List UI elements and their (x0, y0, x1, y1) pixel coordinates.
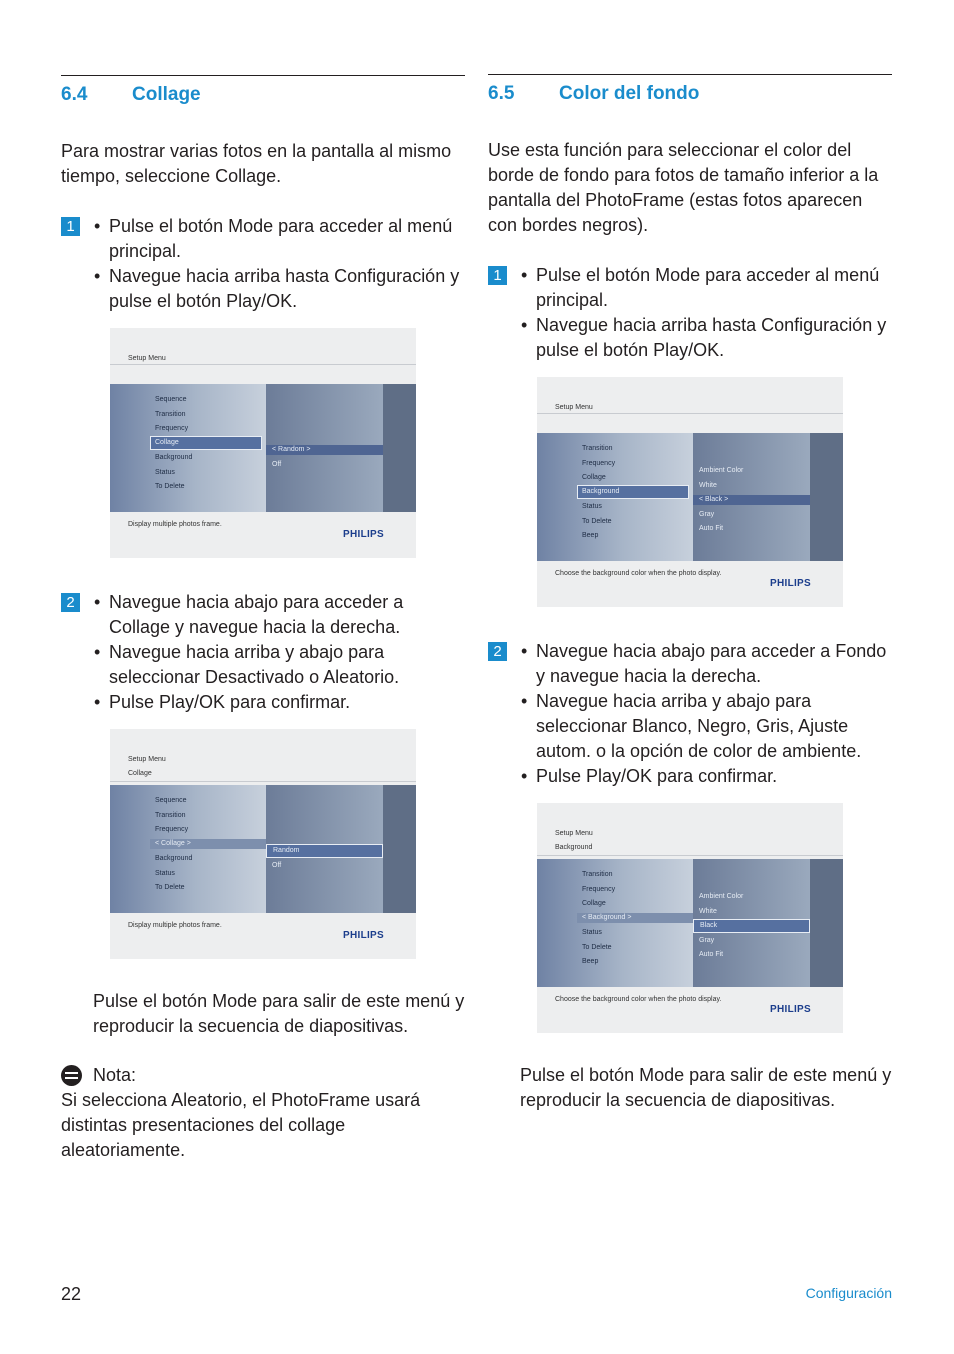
page-number: 22 (61, 1284, 82, 1304)
philips-logo: PHILIPS (343, 930, 384, 941)
right-panel (810, 433, 843, 561)
section-rule (61, 75, 465, 76)
screen-header-sub: Collage (128, 770, 152, 777)
screen-divider (537, 413, 843, 414)
menu-item-active: < Collage > (150, 839, 266, 849)
screen-footer: Display multiple photos frame. (128, 521, 222, 528)
menu-item: To Delete (582, 518, 612, 525)
closing-paragraph: Pulse el botón Mode para salir de este menú y reproducir la secuencia de diapositivas. (93, 991, 465, 1036)
screen-menu-area (537, 859, 843, 987)
menu-item: Status (582, 503, 602, 510)
screen-header (128, 753, 166, 781)
step-bullets (488, 639, 892, 789)
step-2 (488, 639, 892, 789)
menu-item: To Delete (155, 483, 185, 490)
submenu-item: Auto Fit (699, 525, 724, 532)
section-number: 6.5 (488, 83, 515, 104)
submenu-item: Off (272, 461, 282, 468)
screen-menu-area (110, 785, 416, 913)
philips-logo: PHILIPS (343, 529, 384, 540)
philips-logo: PHILIPS (770, 1004, 811, 1015)
menu-item: To Delete (582, 944, 612, 951)
menu-item: Sequence (155, 797, 187, 804)
step-bullets (61, 214, 465, 314)
submenu-item: Ambient Color (699, 893, 744, 900)
submenu-item: Gray (699, 511, 715, 518)
menu-item: Beep (582, 532, 599, 539)
bullet: • Navegue hacia abajo para acceder a Fondo y navegue hacia la derecha. (536, 639, 892, 689)
submenu-item-highlighted: < Random > (266, 445, 383, 455)
right-panel (383, 785, 416, 913)
menu-item: Frequency (155, 425, 189, 432)
right-column (488, 74, 892, 1113)
intro-paragraph: Para mostrar varias fotos en la pantalla al mismo tiempo, seleccione Collage. (61, 141, 452, 186)
section-title: Collage (132, 84, 201, 105)
submenu-item: Auto Fit (699, 951, 724, 958)
menu-item: Collage (582, 474, 606, 481)
screen-header-line: Setup Menu (128, 756, 166, 763)
step-number-badge: 2 (488, 642, 507, 661)
menu-item: Frequency (582, 886, 616, 893)
screen-divider (537, 855, 843, 856)
screen-header-sub: Background (555, 844, 593, 851)
menu-item: Frequency (582, 460, 616, 467)
right-panel (810, 859, 843, 987)
step-1 (61, 214, 465, 314)
screen-header: Setup Menu (555, 404, 593, 411)
submenu-item: Ambient Color (699, 467, 744, 474)
left-column (61, 75, 465, 1163)
screen-illustration (110, 729, 416, 959)
screen-menu-area (110, 384, 416, 512)
bullet: • Navegue hacia arriba y abajo para seleccionar Desactivado o Aleatorio. (109, 640, 465, 690)
menu-item: Status (582, 929, 602, 936)
bullet: • Navegue hacia arriba hasta Configuración y pulse el botón Play/OK. (109, 264, 465, 314)
step-bullets (488, 263, 892, 363)
note-title (61, 1063, 465, 1088)
submenu-item: Gray (699, 937, 715, 944)
submenu-item: Off (272, 862, 282, 869)
note-icon (61, 1065, 82, 1086)
intro-paragraph: Use esta función para seleccionar el color del borde de fondo para fotos de tamaño inferior a la pantalla del PhotoFrame (estas fotos aparecen con bordes negros). (488, 140, 879, 235)
submenu-panel (693, 433, 810, 561)
note-label: Nota: (93, 1065, 137, 1085)
step-number-badge: 2 (61, 593, 80, 612)
section-heading (488, 83, 892, 107)
bullet: • Navegue hacia arriba hasta Configuración y pulse el botón Play/OK. (536, 313, 892, 363)
step-number-badge: 1 (488, 266, 507, 285)
bullet: • Pulse Play/OK para confirmar. (109, 690, 465, 715)
submenu-item-selected: Random (266, 844, 383, 858)
right-panel (383, 384, 416, 512)
section-rule (488, 74, 892, 75)
screen-footer: Display multiple photos frame. (128, 922, 222, 929)
menu-item: Transition (582, 445, 613, 452)
main-menu-panel (537, 433, 693, 561)
menu-item: Background (155, 855, 193, 862)
menu-item-active: < Background > (577, 913, 693, 923)
step-bullets (61, 590, 465, 715)
step-number-badge: 1 (61, 217, 80, 236)
step-2 (61, 590, 465, 715)
screen-footer: Choose the background color when the photo display. (555, 570, 722, 577)
screen-header (555, 827, 593, 855)
screen-divider (110, 364, 416, 365)
submenu-item: White (699, 482, 717, 489)
screen-header: Setup Menu (128, 355, 166, 362)
menu-item: To Delete (155, 884, 185, 891)
screen-illustration (110, 328, 416, 558)
submenu-panel (266, 785, 383, 913)
closing-paragraph: Pulse el botón Mode para salir de este menú y reproducir la secuencia de diapositivas. (520, 1065, 892, 1110)
menu-item-selected: Background (577, 485, 689, 499)
note-block (61, 1063, 465, 1163)
main-menu-panel (110, 384, 266, 512)
screen-header-line: Setup Menu (555, 830, 593, 837)
menu-item: Collage (582, 900, 606, 907)
submenu-panel (266, 384, 383, 512)
submenu-item-selected: Black (693, 919, 810, 933)
note-text: Si selecciona Aleatorio, el PhotoFrame usará distintas presentaciones del collage aleatoriamente. (61, 1090, 421, 1160)
screen-menu-area (537, 433, 843, 561)
bullet: • Navegue hacia arriba y abajo para seleccionar Blanco, Negro, Gris, Ajuste autom. o la opción de color de ambiente. (536, 689, 892, 764)
screen-divider (110, 781, 416, 782)
bullet: • Pulse el botón Mode para acceder al menú principal. (536, 263, 892, 313)
menu-item: Status (155, 870, 175, 877)
bullet: • Navegue hacia abajo para acceder a Collage y navegue hacia la derecha. (109, 590, 465, 640)
menu-item: Transition (155, 812, 186, 819)
philips-logo: PHILIPS (770, 578, 811, 589)
running-title: Configuración (805, 1285, 892, 1301)
bullet: • Pulse Play/OK para confirmar. (536, 764, 892, 789)
submenu-item: White (699, 908, 717, 915)
menu-item: Sequence (155, 396, 187, 403)
menu-item: Frequency (155, 826, 189, 833)
menu-item: Transition (155, 411, 186, 418)
section-heading (61, 84, 465, 108)
bullet: • Pulse el botón Mode para acceder al menú principal. (109, 214, 465, 264)
menu-item-selected: Collage (150, 436, 262, 450)
section-title: Color del fondo (559, 83, 700, 104)
screen-illustration (537, 377, 843, 607)
main-menu-panel (110, 785, 266, 913)
step-1 (488, 263, 892, 363)
screen-footer: Choose the background color when the photo display. (555, 996, 722, 1003)
submenu-item-highlighted: < Black > (693, 495, 810, 505)
submenu-panel (693, 859, 810, 987)
section-number: 6.4 (61, 84, 88, 105)
menu-item: Status (155, 469, 175, 476)
menu-item: Beep (582, 958, 599, 965)
screen-illustration (537, 803, 843, 1033)
main-menu-panel (537, 859, 693, 987)
menu-item: Background (155, 454, 193, 461)
menu-item: Transition (582, 871, 613, 878)
